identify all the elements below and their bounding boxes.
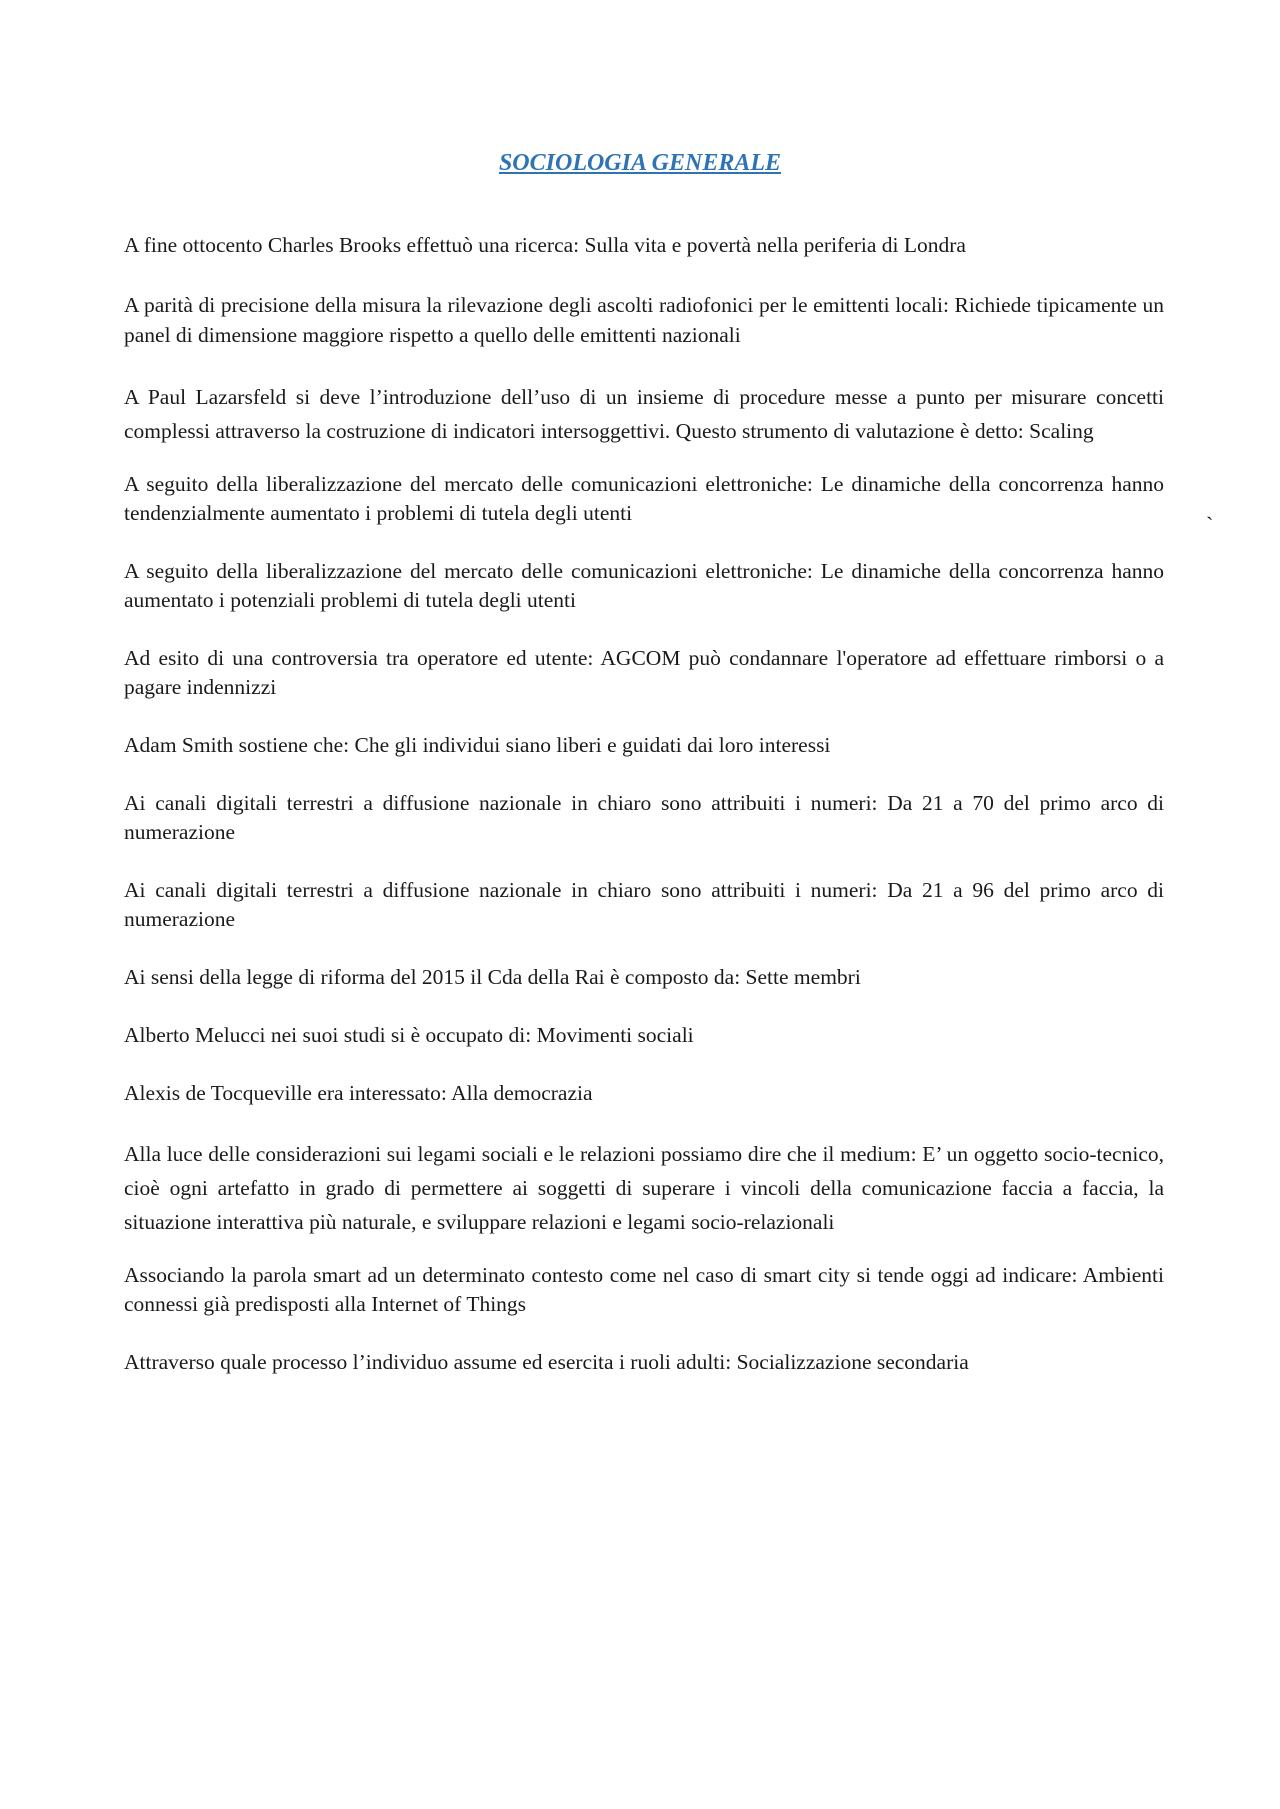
paragraph: Alla luce delle considerazioni sui legami sociali e le relazioni possiamo dire che il medium: E’ un oggetto socio-tecnico, cioè ogni artefatto in grado di permettere ai soggetti di superare i vincoli della comunicazione faccia a faccia, la situazione interattiva più naturale, e sviluppare relazioni e legami socio-relazionali (124, 1142, 1164, 1234)
paragraph: Adam Smith sostiene che: Che gli individui siano liberi e guidati dai loro interessi (124, 733, 831, 757)
paragraph: Attraverso quale processo l’individuo assume ed esercita i ruoli adulti: Socializzazione secondaria (124, 1350, 969, 1374)
paragraph: Associando la parola smart ad un determinato contesto come nel caso di smart city si tende oggi ad indicare: Ambienti connessi già predisposti alla Internet of Things (124, 1263, 1164, 1316)
paragraph: Ai sensi della legge di riforma del 2015 il Cda della Rai è composto da: Sette membri (124, 965, 861, 989)
paragraph: A fine ottocento Charles Brooks effettuò una ricerca: Sulla vita e povertà nella periferia di Londra (124, 233, 966, 257)
stray-mark: ` (1206, 512, 1214, 537)
paragraph: A parità di precisione della misura la rilevazione degli ascolti radiofonici per le emittenti locali: Richiede tipicamente un panel di dimensione maggiore rispetto a quello delle emittenti nazionali (124, 293, 1164, 347)
paragraph: Ai canali digitali terrestri a diffusione nazionale in chiaro sono attribuiti i numeri: Da 21 a 96 del primo arco di numerazione (124, 878, 1164, 931)
document-title: SOCIOLOGIA GENERALE (498, 150, 782, 176)
paragraph: A seguito della liberalizzazione del mercato delle comunicazioni elettroniche: Le dinamiche della concorrenza hanno tendenzialmente aumentato i problemi di tutela degli utenti (124, 472, 1164, 525)
paragraph: Ai canali digitali terrestri a diffusione nazionale in chiaro sono attribuiti i numeri: Da 21 a 70 del primo arco di numerazione (124, 791, 1164, 844)
paragraph: Alexis de Tocqueville era interessato: Alla democrazia (124, 1081, 593, 1105)
paragraph: A Paul Lazarsfeld si deve l’introduzione dell’uso di un insieme di procedure messe a punto per misurare concetti complessi attraverso la costruzione di indicatori intersoggettivi. Questo strumento di valutazione è detto: Scaling (124, 385, 1164, 443)
document-body (124, 230, 1164, 1406)
paragraph: A seguito della liberalizzazione del mercato delle comunicazioni elettroniche: Le dinamiche della concorrenza hanno aumentato i potenziali problemi di tutela degli utenti (124, 559, 1164, 612)
paragraph: Ad esito di una controversia tra operatore ed utente: AGCOM può condannare l'operatore ad effettuare rimborsi o a pagare indennizzi (124, 646, 1164, 699)
paragraph: Alberto Melucci nei suoi studi si è occupato di: Movimenti sociali (124, 1023, 694, 1047)
